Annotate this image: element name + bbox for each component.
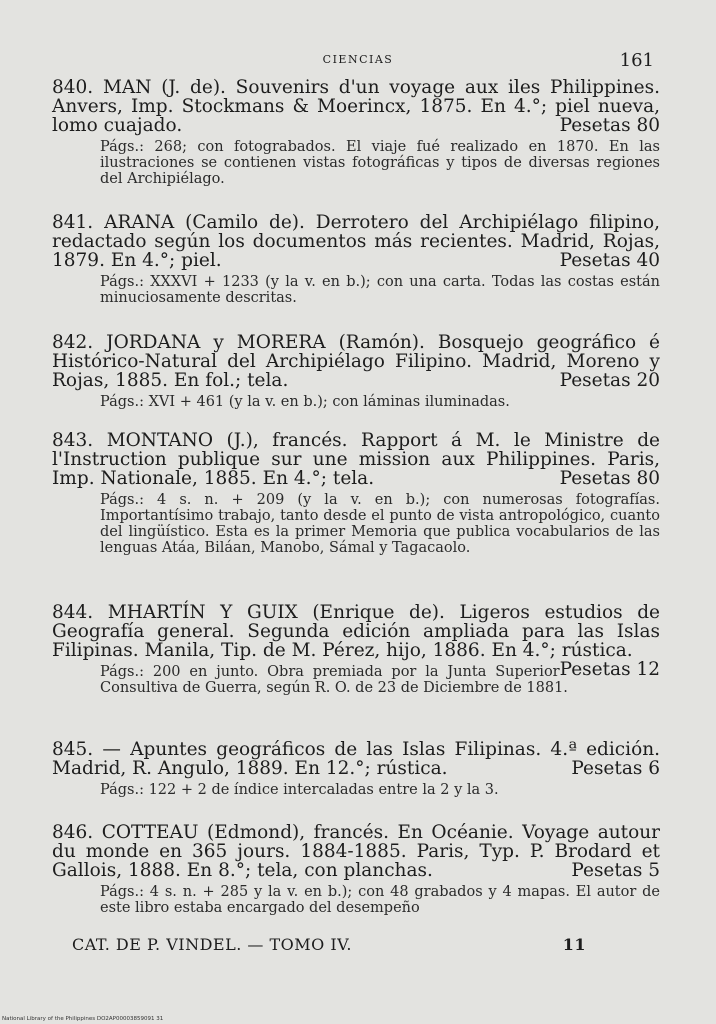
entry-note: Págs.: XVI + 461 (y la v. en b.); con láminas iluminadas. bbox=[100, 394, 510, 410]
catalog-entry bbox=[52, 213, 660, 306]
page-number: 161 bbox=[619, 50, 654, 71]
page-header bbox=[62, 50, 654, 72]
entry-price: Pesetas 80 bbox=[559, 115, 660, 136]
entry-text: 846. COTTEAU (Edmond), francés. En Océanie. Voyage autour du monde en 365 jours. 1884-1885. Paris, Typ. P. Brodard et Gallois, 1888. En 8.°; tela, con planchas. bbox=[52, 822, 660, 881]
catalog-entry bbox=[52, 78, 660, 187]
catalog-entry bbox=[52, 740, 660, 798]
entry-text: 844. MHARTÍN Y GUIX (Enrique de). Ligeros estudios de Geografía general. Segunda edición ampliada para las Islas Filipinas. Manila, Tip. de M. Pérez, hijo, 1886. En 4.°; rústica. bbox=[52, 602, 660, 661]
catalog-entry bbox=[52, 823, 660, 916]
library-imprint: National Library of the Philippines DO2AP00003859091 31 bbox=[2, 1016, 164, 1022]
entry-text: 842. JORDANA y MORERA (Ramón). Bosquejo geográfico é Histórico-Natural del Archipiélago Filipino. Madrid, Moreno y Rojas, 1885. En fol.; tela. bbox=[52, 332, 660, 391]
entry-text: 843. MONTANO (J.), francés. Rapport á M. le Ministre de l'Instruction publique sur une mission aux Philippines. Paris, Imp. Nationale, 1885. En 4.°; tela. bbox=[52, 430, 660, 489]
section-title: CIENCIAS bbox=[322, 53, 394, 66]
entry-note: Págs.: 122 + 2 de índice intercaladas entre la 2 y la 3. bbox=[100, 782, 499, 798]
entry-price: Pesetas 20 bbox=[559, 370, 660, 391]
catalog-volume: CAT. DE P. VINDEL. — TOMO IV. bbox=[72, 935, 353, 954]
entry-text: 845. — Apuntes geográficos de las Islas Filipinas. 4.ª edición. Madrid, R. Angulo, 1889. En 12.°; rústica. bbox=[52, 739, 660, 779]
entry-price: Pesetas 80 bbox=[559, 468, 660, 489]
entry-price: Pesetas 5 bbox=[571, 860, 660, 881]
entry-note: Págs.: XXXVI + 1233 (y la v. en b.); con una carta. Todas las costas están minuciosamente descritas. bbox=[100, 274, 660, 306]
entry-text: 840. MAN (J. de). Souvenirs d'un voyage aux iles Philippines. Anvers, Imp. Stockmans & Moerincx, 1875. En 4.°; piel nueva, lomo cuajado. bbox=[52, 77, 660, 136]
entry-text: 841. ARANA (Camilo de). Derrotero del Archipiélago filipino, redactado según los documentos más recientes. Madrid, Rojas, 1879. En 4.°; piel. bbox=[52, 212, 660, 271]
catalog-entry bbox=[52, 603, 660, 696]
entry-price: Pesetas 12 bbox=[559, 659, 660, 680]
entry-note: Págs.: 4 s. n. + 285 y la v. en b.); con 48 grabados y 4 mapas. El autor de este libro estaba encargado del desempeño bbox=[100, 884, 660, 916]
entry-price: Pesetas 6 bbox=[571, 758, 660, 779]
catalog-entry bbox=[52, 333, 660, 410]
entry-note: Págs.: 268; con fotograbados. El viaje fué realizado en 1870. En las ilustraciones se contienen vistas fotográficas y tipos de diversas regiones del Archipiélago. bbox=[100, 139, 660, 187]
entry-price: Pesetas 40 bbox=[559, 250, 660, 271]
catalog-entry bbox=[52, 431, 660, 556]
page-footer bbox=[72, 935, 586, 954]
entry-note: Págs.: 4 s. n. + 209 (y la v. en b.); con numerosas fotografías. Importantísimo trabajo, tanto desde el punto de vista antropológico, cuanto del lingüístico. Esta es la primer Memoria que publica vocabularios de las lenguas Atáa, Biláan, Manobo, Sámal y Tagacaolo. bbox=[100, 492, 660, 556]
signature-mark: 11 bbox=[562, 935, 586, 954]
entry-note: Págs.: 200 en junto. Obra premiada por la Junta Superior Consultiva de Guerra, según R. O. de 23 de Diciembre de 1881. bbox=[100, 664, 568, 696]
